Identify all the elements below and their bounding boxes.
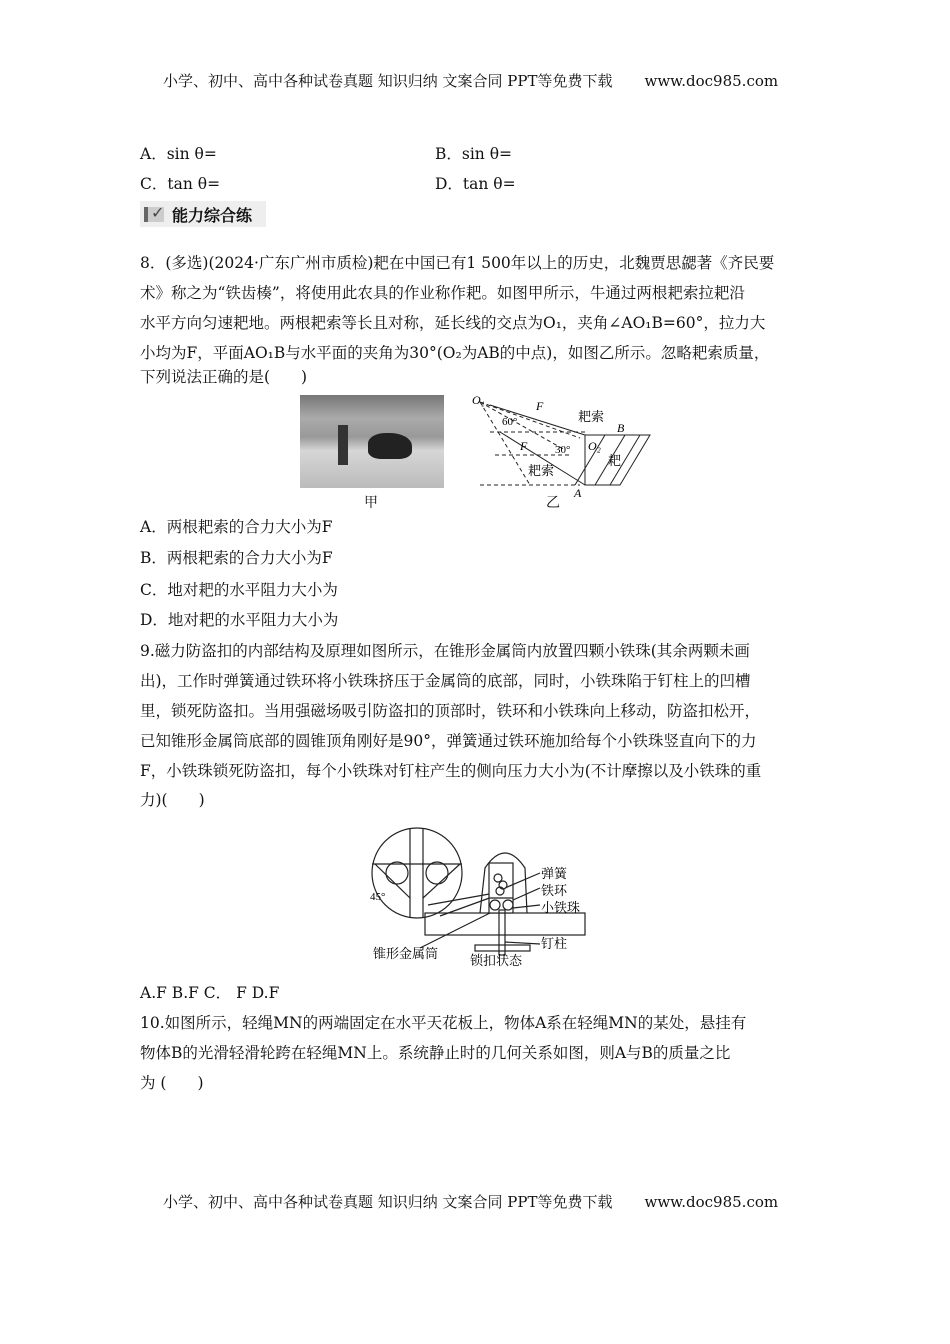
- section-heading: [140, 201, 266, 227]
- q9-line: 已知锥形金属筒底部的圆锥顶角刚好是90°，弹簧通过铁环施加给每个小铁珠竖直向下的力: [140, 732, 757, 750]
- q10-line: 10.如图所示，轻绳MN的两端固定在水平天花板上，物体A系在轻绳MN的某处，悬挂有: [140, 1014, 747, 1032]
- label-b: B: [617, 421, 625, 435]
- label-60: 60°: [502, 416, 518, 428]
- label-harrow: 耙: [608, 453, 622, 468]
- q9-line: 里，锁死防盗扣。当用强磁场吸引防盗扣的顶部时，铁环和小铁珠向上移动，防盗扣松开，: [140, 702, 761, 720]
- section-title: 能力综合练: [172, 205, 253, 225]
- label-ring: 铁环: [541, 883, 568, 898]
- q9-line: 出)，工作时弹簧通过铁环将小铁珠挤压于金属筒的底部，同时，小铁珠陷于钉柱上的凹槽: [140, 672, 751, 690]
- q8-option-b: B．两根耙索的合力大小为F: [140, 549, 333, 567]
- label-f: F: [536, 399, 544, 413]
- label-a: A: [574, 486, 582, 500]
- label-45: 45°: [370, 891, 386, 903]
- fig-caption-jia: 甲: [364, 495, 378, 511]
- label-state: 锁扣状态: [470, 953, 523, 968]
- q7-option-a: A．sin θ=: [140, 145, 217, 163]
- label-ball: 小铁珠: [541, 900, 581, 915]
- footer-text: 小学、初中、高中各种试卷真题 知识归纳 文案合同 PPT等免费下载: [163, 1193, 613, 1211]
- q7-option-c: C．tan θ=: [140, 175, 221, 193]
- q10-line: 物体B的光滑轻滑轮跨在轻绳MN上。系统静止时的几何关系如图，则A与B的质量之比: [140, 1044, 731, 1062]
- q8-line: 术》称之为“铁齿楱”，将使用此农具的作业称作耙。如图甲所示，牛通过两根耙索拉耙沿: [140, 284, 745, 302]
- label-f: F: [520, 439, 528, 453]
- q8-line: 水平方向匀速耙地。两根耙索等长且对称，延长线的交点为O₁，夹角∠AO₁B=60°，拉力大: [140, 314, 766, 332]
- page-footer: [163, 1191, 778, 1212]
- page-header: [163, 70, 778, 91]
- fig-caption-yi: 乙: [546, 495, 560, 511]
- harrow-force-diagram: [470, 390, 660, 505]
- q8-line: 下列说法正确的是( ): [140, 368, 308, 386]
- q9-line: F，小铁珠锁死防盗扣，每个小铁珠对钉柱产生的侧向压力大小为(不计摩擦以及小铁珠的重: [140, 762, 762, 780]
- ox-plowing-photo: [300, 395, 444, 488]
- q9-line: 力)( ): [140, 791, 205, 809]
- label-rope: 耙索: [578, 409, 605, 424]
- header-text: 小学、初中、高中各种试卷真题 知识归纳 文案合同 PPT等免费下载: [163, 72, 613, 90]
- q8-option-d: D．地对耙的水平阻力大小为: [140, 611, 339, 629]
- label-o2: O₂: [588, 439, 601, 453]
- q9-answers: A.F B.F C． F D.F: [140, 984, 280, 1002]
- q9-line: 9.磁力防盗扣的内部结构及原理如图所示，在锥形金属筒内放置四颗小铁珠(其余两颗未画: [140, 642, 750, 660]
- q8-option-a: A．两根耙索的合力大小为F: [140, 518, 333, 536]
- q10-line: 为 ( ): [140, 1074, 204, 1092]
- header-url[interactable]: www.doc985.com: [644, 72, 779, 90]
- anti-theft-buckle-diagram: [365, 818, 625, 973]
- label-30: 30°: [555, 444, 571, 456]
- q8-option-c: C．地对耙的水平阻力大小为: [140, 581, 338, 599]
- q7-option-d: D．tan θ=: [435, 175, 516, 193]
- label-o1: O₁: [472, 393, 485, 407]
- label-pin: 钉柱: [541, 936, 568, 951]
- label-rope: 耙索: [528, 463, 555, 478]
- label-cone: 锥形金属筒: [373, 946, 439, 961]
- q7-option-b: B．sin θ=: [435, 145, 513, 163]
- checkbox-icon: ✓: [144, 207, 164, 222]
- q8-line: 小均为F，平面AO₁B与水平面的夹角为30°(O₂为AB的中点)，如图乙所示。忽略耙索质量，: [140, 344, 770, 362]
- label-spring: 弹簧: [541, 866, 568, 881]
- footer-url[interactable]: www.doc985.com: [644, 1193, 779, 1211]
- q8-line: 8．(多选)(2024·广东广州市质检)耙在中国已有1 500年以上的历史，北魏贾思勰著《齐民要: [140, 254, 775, 272]
